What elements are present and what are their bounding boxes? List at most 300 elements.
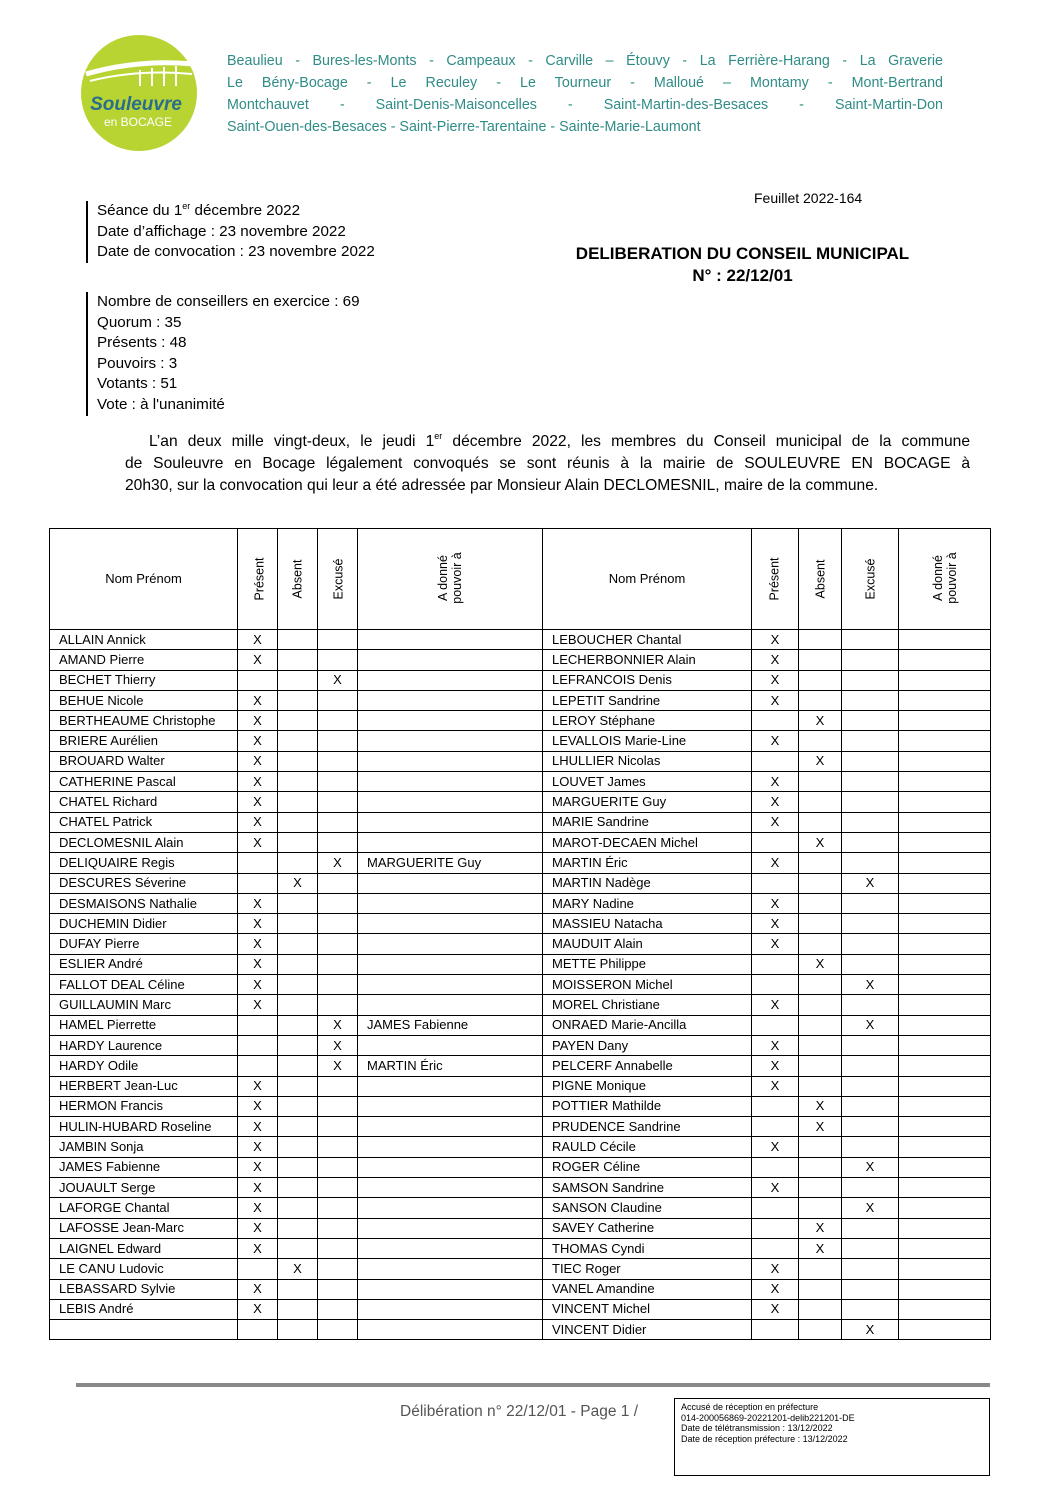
stat-line: Vote : à l'unanimité — [97, 395, 225, 413]
cell-present: X — [238, 772, 278, 792]
cell-absent — [278, 751, 318, 771]
cell-present — [752, 1117, 799, 1137]
cell-present: X — [238, 914, 278, 934]
cell-present: X — [238, 731, 278, 751]
cell-pouvoir — [358, 1218, 543, 1238]
cell-excuse: X — [842, 1015, 899, 1035]
cell-excuse — [842, 772, 899, 792]
cell-pouvoir — [899, 1259, 991, 1279]
cell-excuse — [842, 995, 899, 1015]
table-row — [50, 690, 991, 710]
cell-absent — [278, 1238, 318, 1258]
cell-present: X — [752, 934, 799, 954]
cell-excuse — [318, 812, 358, 832]
cell-excuse — [318, 751, 358, 771]
cell-name: VINCENT Michel — [543, 1299, 752, 1319]
cell-absent: X — [799, 751, 842, 771]
table-row — [50, 1015, 991, 1035]
cell-present: X — [238, 1299, 278, 1319]
cell-absent — [278, 711, 318, 731]
cell-pouvoir — [899, 630, 991, 650]
cell-pouvoir — [358, 1259, 543, 1279]
cell-present — [238, 1259, 278, 1279]
cell-absent — [278, 995, 318, 1015]
header-pouvoir: A donné pouvoir à — [358, 529, 543, 630]
cell-absent — [278, 1320, 318, 1340]
header-pouvoir: A donné pouvoir à — [899, 529, 991, 630]
table-row — [50, 731, 991, 751]
page-footer: Délibération n° 22/12/01 - Page 1 / — [400, 1403, 638, 1420]
cell-pouvoir — [899, 1238, 991, 1258]
cell-name: VANEL Amandine — [543, 1279, 752, 1299]
cell-excuse — [318, 934, 358, 954]
cell-present: X — [238, 751, 278, 771]
cell-present: X — [752, 914, 799, 934]
cell-excuse — [318, 1259, 358, 1279]
cell-present — [752, 954, 799, 974]
cell-present: X — [752, 1056, 799, 1076]
cell-absent — [799, 853, 842, 873]
cell-name: DESMAISONS Nathalie — [50, 893, 238, 913]
cell-absent — [799, 1279, 842, 1299]
cell-absent — [278, 690, 318, 710]
cell-pouvoir — [358, 630, 543, 650]
cell-name: LHULLIER Nicolas — [543, 751, 752, 771]
cell-name: MOISSERON Michel — [543, 975, 752, 995]
cell-absent: X — [278, 873, 318, 893]
cell-excuse — [842, 690, 899, 710]
cell-name: MAROT-DECAEN Michel — [543, 832, 752, 852]
cell-excuse — [318, 772, 358, 792]
cell-present — [238, 1015, 278, 1035]
table-row — [50, 1096, 991, 1116]
cell-pouvoir — [899, 995, 991, 1015]
cell-name: DELIQUAIRE Regis — [50, 853, 238, 873]
cell-excuse — [318, 1117, 358, 1137]
cell-present — [752, 751, 799, 771]
table-row — [50, 630, 991, 650]
cell-excuse — [842, 630, 899, 650]
cell-name: LAIGNEL Edward — [50, 1238, 238, 1258]
cell-excuse — [318, 873, 358, 893]
cell-name: BRIERE Aurélien — [50, 731, 238, 751]
cell-name: CHATEL Patrick — [50, 812, 238, 832]
cell-excuse — [842, 853, 899, 873]
table-row — [50, 1178, 991, 1198]
header-absent: Absent — [278, 529, 318, 630]
cell-absent: X — [799, 1218, 842, 1238]
cell-excuse — [842, 1279, 899, 1299]
cell-present: X — [238, 1076, 278, 1096]
cell-excuse — [318, 1157, 358, 1177]
cell-present — [752, 975, 799, 995]
cell-pouvoir — [899, 1299, 991, 1319]
cell-present: X — [752, 690, 799, 710]
cell-name: DUCHEMIN Didier — [50, 914, 238, 934]
cell-present — [752, 1015, 799, 1035]
cell-name: LEBOUCHER Chantal — [543, 630, 752, 650]
cell-absent — [799, 812, 842, 832]
cell-name: ROGER Céline — [543, 1157, 752, 1177]
souleuvre-logo — [78, 34, 200, 152]
cell-excuse — [318, 1238, 358, 1258]
cell-name: HAMEL Pierrette — [50, 1015, 238, 1035]
cell-absent: X — [799, 832, 842, 852]
cell-absent — [278, 630, 318, 650]
cell-absent — [799, 690, 842, 710]
cell-name: PAYEN Dany — [543, 1035, 752, 1055]
cell-absent — [278, 650, 318, 670]
cell-absent — [278, 792, 318, 812]
cell-name: MOREL Christiane — [543, 995, 752, 1015]
cell-excuse — [842, 1035, 899, 1055]
cell-absent — [799, 893, 842, 913]
communes-line: Le Bény-Bocage - Le Reculey - Le Tourneur - Malloué – Montamy - Mont-Bertrand — [227, 75, 943, 91]
cell-absent — [278, 1137, 318, 1157]
cell-pouvoir — [899, 1218, 991, 1238]
cell-pouvoir — [358, 893, 543, 913]
cell-pouvoir — [899, 893, 991, 913]
table-row — [50, 914, 991, 934]
table-row — [50, 772, 991, 792]
cell-name: LEROY Stéphane — [543, 711, 752, 731]
cell-absent — [799, 731, 842, 751]
cell-name: RAULD Cécile — [543, 1137, 752, 1157]
cell-excuse — [842, 1076, 899, 1096]
cell-name: BROUARD Walter — [50, 751, 238, 771]
cell-absent — [278, 1157, 318, 1177]
cell-pouvoir — [358, 690, 543, 710]
cell-present: X — [752, 1035, 799, 1055]
cell-absent — [799, 1178, 842, 1198]
cell-pouvoir — [358, 1238, 543, 1258]
cell-excuse — [318, 1096, 358, 1116]
cell-excuse — [318, 1198, 358, 1218]
table-row — [50, 1218, 991, 1238]
cell-pouvoir — [899, 772, 991, 792]
cell-excuse — [842, 1178, 899, 1198]
cell-excuse — [318, 650, 358, 670]
cell-absent — [278, 954, 318, 974]
deliberation-title: DELIBERATION DU CONSEIL MUNICIPAL N° : 22/12/01 — [575, 244, 910, 285]
cell-pouvoir — [358, 975, 543, 995]
cell-name: MARTIN Éric — [543, 853, 752, 873]
cell-name: BERTHEAUME Christophe — [50, 711, 238, 731]
table-row — [50, 711, 991, 731]
cell-excuse — [318, 1218, 358, 1238]
cell-present — [752, 1157, 799, 1177]
table-row — [50, 650, 991, 670]
cell-present — [752, 711, 799, 731]
cell-excuse — [842, 711, 899, 731]
table-row — [50, 812, 991, 832]
cell-present: X — [238, 630, 278, 650]
table-row — [50, 1076, 991, 1096]
cell-pouvoir — [899, 1096, 991, 1116]
cell-absent: X — [799, 1117, 842, 1137]
table-row — [50, 853, 991, 873]
cell-pouvoir — [899, 975, 991, 995]
table-header-row — [50, 529, 991, 630]
header-present: Présent — [238, 529, 278, 630]
cell-pouvoir — [358, 832, 543, 852]
cell-absent: X — [799, 1238, 842, 1258]
cell-excuse — [318, 1137, 358, 1157]
cell-pouvoir — [899, 690, 991, 710]
table-row — [50, 1035, 991, 1055]
cell-pouvoir — [899, 751, 991, 771]
cell-pouvoir — [358, 731, 543, 751]
cell-name: PIGNE Monique — [543, 1076, 752, 1096]
table-row — [50, 934, 991, 954]
cell-absent — [799, 1259, 842, 1279]
cell-name: ALLAIN Annick — [50, 630, 238, 650]
cell-absent — [799, 792, 842, 812]
cell-name: SAVEY Catherine — [543, 1218, 752, 1238]
cell-absent — [278, 1299, 318, 1319]
cell-present: X — [752, 812, 799, 832]
cell-present: X — [238, 975, 278, 995]
cell-excuse — [318, 893, 358, 913]
cell-name: LEBIS André — [50, 1299, 238, 1319]
table-row — [50, 1198, 991, 1218]
stamp-line: 014-200056869-20221201-delib221201-DE — [681, 1412, 855, 1423]
cell-name: LEVALLOIS Marie-Line — [543, 731, 752, 751]
cell-absent — [799, 995, 842, 1015]
cell-present: X — [238, 995, 278, 1015]
cell-name: JAMES Fabienne — [50, 1157, 238, 1177]
cell-pouvoir — [899, 954, 991, 974]
cell-absent — [799, 934, 842, 954]
cell-name: DUFAY Pierre — [50, 934, 238, 954]
header-name: Nom Prénom — [50, 529, 238, 630]
cell-absent: X — [278, 1259, 318, 1279]
cell-pouvoir — [899, 1117, 991, 1137]
cell-excuse — [842, 731, 899, 751]
cell-name: PELCERF Annabelle — [543, 1056, 752, 1076]
cell-name: THOMAS Cyndi — [543, 1238, 752, 1258]
cell-name: LEPETIT Sandrine — [543, 690, 752, 710]
cell-name: SANSON Claudine — [543, 1198, 752, 1218]
cell-excuse — [842, 1117, 899, 1137]
cell-present: X — [238, 1178, 278, 1198]
logo-text-souleuvre: Souleuvre — [90, 94, 182, 115]
cell-present: X — [752, 1299, 799, 1319]
table-row — [50, 1299, 991, 1319]
cell-pouvoir — [358, 711, 543, 731]
cell-pouvoir — [358, 1137, 543, 1157]
table-row — [50, 1259, 991, 1279]
cell-name: LE CANU Ludovic — [50, 1259, 238, 1279]
cell-excuse — [318, 832, 358, 852]
cell-name: FALLOT DEAL Céline — [50, 975, 238, 995]
cell-pouvoir — [899, 1056, 991, 1076]
affichage-date: Date d’affichage : 23 novembre 2022 — [97, 222, 346, 240]
cell-absent: X — [799, 711, 842, 731]
footer-divider — [76, 1383, 990, 1387]
intro-paragraph: L’an deux mille vingt-deux, le jeudi 1er décembre 2022, les membres du Conseil municipal de la commune de Souleuvre en Bocage légalement convoqués se sont réunis à la mairie de SOULEUVRE EN BOCAGE à 20h30, sur la convocation qui leur a été adressée par Monsieur Alain DECLOMESNIL, maire de la commune. — [125, 431, 970, 494]
table-row — [50, 1238, 991, 1258]
cell-present: X — [238, 792, 278, 812]
cell-present: X — [238, 1279, 278, 1299]
cell-absent — [278, 731, 318, 751]
cell-pouvoir — [358, 751, 543, 771]
cell-present: X — [752, 670, 799, 690]
cell-pouvoir — [358, 1320, 543, 1340]
header-name: Nom Prénom — [543, 529, 752, 630]
cell-present — [752, 873, 799, 893]
cell-pouvoir — [899, 853, 991, 873]
cell-excuse — [318, 711, 358, 731]
stat-line: Pouvoirs : 3 — [97, 354, 178, 372]
cell-pouvoir — [358, 1117, 543, 1137]
cell-absent — [278, 812, 318, 832]
cell-absent — [799, 772, 842, 792]
cell-excuse: X — [318, 1015, 358, 1035]
cell-excuse — [842, 1238, 899, 1258]
cell-absent — [799, 975, 842, 995]
cell-absent — [799, 650, 842, 670]
cell-excuse — [318, 731, 358, 751]
cell-excuse — [842, 1218, 899, 1238]
cell-pouvoir — [358, 772, 543, 792]
cell-absent — [799, 1320, 842, 1340]
cell-excuse — [318, 1299, 358, 1319]
cell-name: BECHET Thierry — [50, 670, 238, 690]
cell-present: X — [752, 1137, 799, 1157]
cell-name: MARTIN Nadège — [543, 873, 752, 893]
cell-name: BEHUE Nicole — [50, 690, 238, 710]
cell-pouvoir — [358, 1076, 543, 1096]
cell-present: X — [752, 893, 799, 913]
cell-absent — [799, 1056, 842, 1076]
cell-name: HULIN-HUBARD Roseline — [50, 1117, 238, 1137]
cell-pouvoir — [899, 914, 991, 934]
communes-line: Beaulieu - Bures-les-Monts - Campeaux - Carville – Étouvy - La Ferrière-Harang - La Graverie — [227, 53, 943, 69]
cell-present: X — [752, 650, 799, 670]
table-row — [50, 954, 991, 974]
seance-date: Séance du 1er décembre 2022 — [97, 201, 301, 219]
cell-pouvoir — [358, 954, 543, 974]
cell-present: X — [238, 1096, 278, 1116]
stamp-line: Accusé de réception en préfecture — [681, 1402, 819, 1412]
cell-present: X — [752, 772, 799, 792]
cell-present: X — [238, 832, 278, 852]
cell-excuse — [318, 1320, 358, 1340]
cell-excuse — [842, 1096, 899, 1116]
cell-name: VINCENT Didier — [543, 1320, 752, 1340]
table-row — [50, 1157, 991, 1177]
cell-excuse — [842, 893, 899, 913]
cell-present — [752, 1320, 799, 1340]
communes-line: Montchauvet - Saint-Denis-Maisoncelles - Saint-Martin-des-Besaces - Saint-Martin-Don — [227, 97, 943, 113]
table-row — [50, 995, 991, 1015]
cell-excuse — [318, 914, 358, 934]
cell-absent — [278, 670, 318, 690]
cell-excuse — [318, 1076, 358, 1096]
cell-excuse — [318, 630, 358, 650]
cell-name: SAMSON Sandrine — [543, 1178, 752, 1198]
cell-present: X — [752, 630, 799, 650]
cell-name: JAMBIN Sonja — [50, 1137, 238, 1157]
cell-name: GUILLAUMIN Marc — [50, 995, 238, 1015]
cell-name: HARDY Laurence — [50, 1035, 238, 1055]
cell-pouvoir — [358, 995, 543, 1015]
table-row — [50, 832, 991, 852]
stamp-line: Date de réception préfecture : 13/12/2022 — [681, 1433, 848, 1444]
cell-excuse — [842, 914, 899, 934]
cell-absent — [799, 1015, 842, 1035]
cell-present — [238, 853, 278, 873]
cell-pouvoir — [899, 1035, 991, 1055]
cell-name: PRUDENCE Sandrine — [543, 1117, 752, 1137]
cell-name: MAUDUIT Alain — [543, 934, 752, 954]
cell-absent — [278, 1117, 318, 1137]
cell-excuse: X — [842, 1157, 899, 1177]
cell-present: X — [752, 853, 799, 873]
cell-pouvoir — [358, 1178, 543, 1198]
cell-name — [50, 1320, 238, 1340]
stat-line: Votants : 51 — [97, 375, 178, 393]
cell-pouvoir — [899, 1137, 991, 1157]
cell-excuse — [842, 1137, 899, 1157]
cell-excuse — [842, 751, 899, 771]
vote-stats — [86, 292, 360, 416]
cell-excuse — [318, 792, 358, 812]
cell-excuse — [842, 812, 899, 832]
cell-absent — [799, 1157, 842, 1177]
cell-present — [752, 1218, 799, 1238]
cell-present — [752, 832, 799, 852]
cell-excuse: X — [842, 873, 899, 893]
cell-pouvoir — [899, 711, 991, 731]
cell-pouvoir: JAMES Fabienne — [358, 1015, 543, 1035]
cell-absent — [278, 1096, 318, 1116]
cell-present: X — [238, 1218, 278, 1238]
cell-present — [238, 670, 278, 690]
cell-excuse — [842, 934, 899, 954]
cell-excuse: X — [318, 1035, 358, 1055]
cell-absent — [799, 1198, 842, 1218]
cell-name: LEBASSARD Sylvie — [50, 1279, 238, 1299]
cell-excuse — [318, 995, 358, 1015]
table-row — [50, 893, 991, 913]
cell-name: METTE Philippe — [543, 954, 752, 974]
cell-pouvoir — [358, 1198, 543, 1218]
cell-pouvoir — [358, 1279, 543, 1299]
cell-excuse — [318, 1279, 358, 1299]
communes-list — [227, 50, 943, 138]
communes-line: Saint-Ouen-des-Besaces - Saint-Pierre-Tarentaine - Sainte-Marie-Laumont — [227, 119, 701, 135]
cell-name: ESLIER André — [50, 954, 238, 974]
cell-pouvoir — [899, 1076, 991, 1096]
cell-absent — [278, 1198, 318, 1218]
cell-excuse — [842, 954, 899, 974]
header-excuse: Excusé — [318, 529, 358, 630]
stat-line: Quorum : 35 — [97, 313, 182, 331]
convocation-date: Date de convocation : 23 novembre 2022 — [97, 243, 375, 261]
cell-absent — [278, 1035, 318, 1055]
table-row — [50, 670, 991, 690]
cell-present: X — [752, 995, 799, 1015]
cell-pouvoir — [899, 670, 991, 690]
cell-name: POTTIER Mathilde — [543, 1096, 752, 1116]
cell-absent — [799, 873, 842, 893]
cell-present: X — [238, 690, 278, 710]
cell-absent — [278, 772, 318, 792]
stat-line: Présents : 48 — [97, 334, 187, 352]
cell-absent: X — [799, 954, 842, 974]
